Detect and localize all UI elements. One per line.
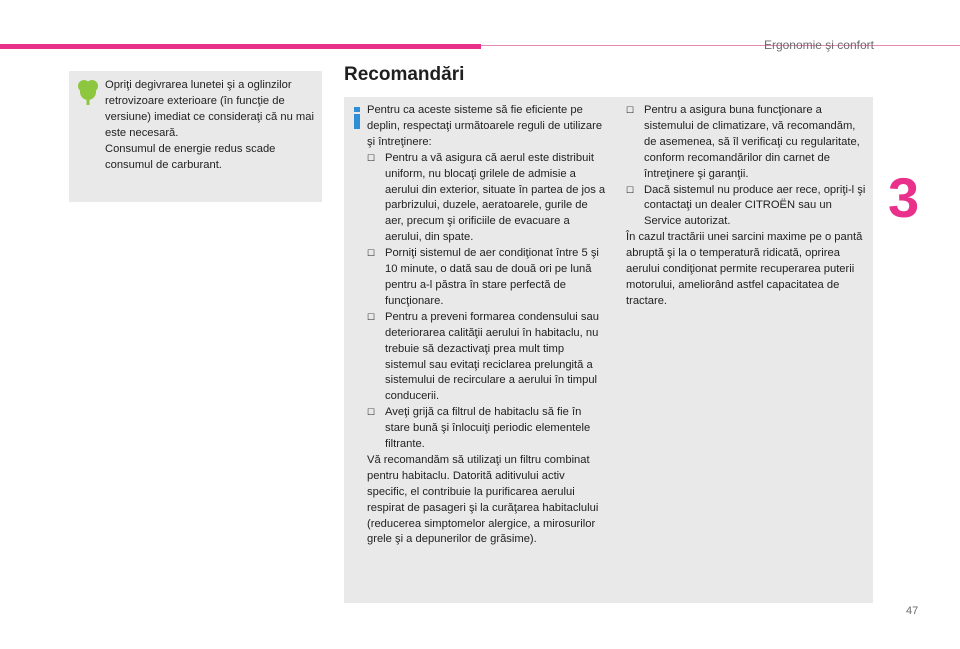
page-number: 47 <box>906 605 919 617</box>
list-item <box>367 151 607 246</box>
list-item <box>367 405 607 453</box>
list-item-text: Porniţi sistemul de aer condiţionat între 5 şi 10 minute, o dată sau de două ori pe lună pentru a-l păstra în stare perfectă de funcţionare. <box>385 247 599 307</box>
checkbox-bullet-icon: ☐ <box>367 248 376 259</box>
recommendations-filter-note: Vă recomandăm să utilizaţi un filtru combinat pentru habitaclu. Datorită aditivului activ specific, el contribuie la purificarea aerului respirat de pasageri şi la curăţarea habitaclului (reducerea simptomelor alergice, a mirosurilor grele şi a depunerilor de grăsime). <box>367 453 599 546</box>
list-item <box>626 103 866 183</box>
recommendations-intro: Pentru ca aceste sisteme să fie eficiente pe deplin, respectaţi următoarele reguli de utilizare şi întreţinere: <box>367 104 603 148</box>
checkbox-bullet-icon: ☐ <box>367 311 376 322</box>
eco-leaf-icon <box>77 79 99 105</box>
checkbox-bullet-icon: ☐ <box>626 105 635 115</box>
eco-driving-note <box>69 71 322 202</box>
list-item-text: Pentru a preveni formarea condensului sau deteriorarea calităţii aerului în habitaclu, nu trebuie să dezactivaţi prea mult timp sistemul sau evitaţi reciclarea prelungită a sistemului de recirculare a aerului în timpul conducerii. <box>385 310 599 403</box>
recommendations-towing-note: În cazul tractării unei sarcini maxime pe o pantă abruptă şi la o temperatură ridicată, oprirea aerului condiţionat permite recuperarea puterii motorului, ameliorând astfel capacitatea de tractare. <box>626 231 863 307</box>
list-item <box>626 183 866 231</box>
header-accent-bar <box>0 44 481 49</box>
recommendations-left-column <box>367 103 607 548</box>
checkbox-bullet-icon: ☐ <box>367 407 376 418</box>
section-header-title: Ergonomie şi confort <box>763 38 874 52</box>
list-item-text: Dacă sistemul nu produce aer rece, opriţi-l şi contactaţi un dealer CITROËN sau un Service autorizat. <box>644 183 866 228</box>
list-item-text: Pentru a vă asigura că aerul este distribuit uniform, nu blocaţi grilele de admisie a aerului din exterior, situate în partea de jos a parbrizului, duzele, aeratoarele, gurile de aer, precum şi orificiile de evacuare a aerului, din spate. <box>385 151 606 244</box>
chapter-number: 3 <box>888 166 920 229</box>
eco-note-paragraph: Opriţi degivrarea lunetei şi a oglinzilor retrovizoare exterioare (în funcţie de versiune) imediat ce consideraţi că nu mai este necesară. <box>105 79 314 139</box>
eco-note-text <box>105 78 317 173</box>
checkbox-bullet-icon: ☐ <box>626 184 635 195</box>
recommendations-box <box>344 97 873 603</box>
checkbox-bullet-icon: ☐ <box>367 152 376 163</box>
recommendations-title: Recomandări <box>344 64 465 85</box>
list-item <box>367 246 607 310</box>
info-icon <box>352 107 362 129</box>
list-item-text: Pentru a asigura buna funcţionare a sistemului de climatizare, vă recomandăm, de asemenea, să îl verificaţi cu regularitate, conform recomandărilor din carnet de întreţinere şi garanţii. <box>644 104 860 180</box>
header-divider <box>481 45 960 46</box>
list-item <box>367 310 607 405</box>
list-item-text: Aveţi grijă ca filtrul de habitaclu să fie în stare bună şi înlocuiţi periodic elementele filtrante. <box>385 406 591 451</box>
recommendations-right-column <box>626 103 866 310</box>
eco-note-paragraph: Consumul de energie redus scade consumul de carburant. <box>105 142 276 171</box>
